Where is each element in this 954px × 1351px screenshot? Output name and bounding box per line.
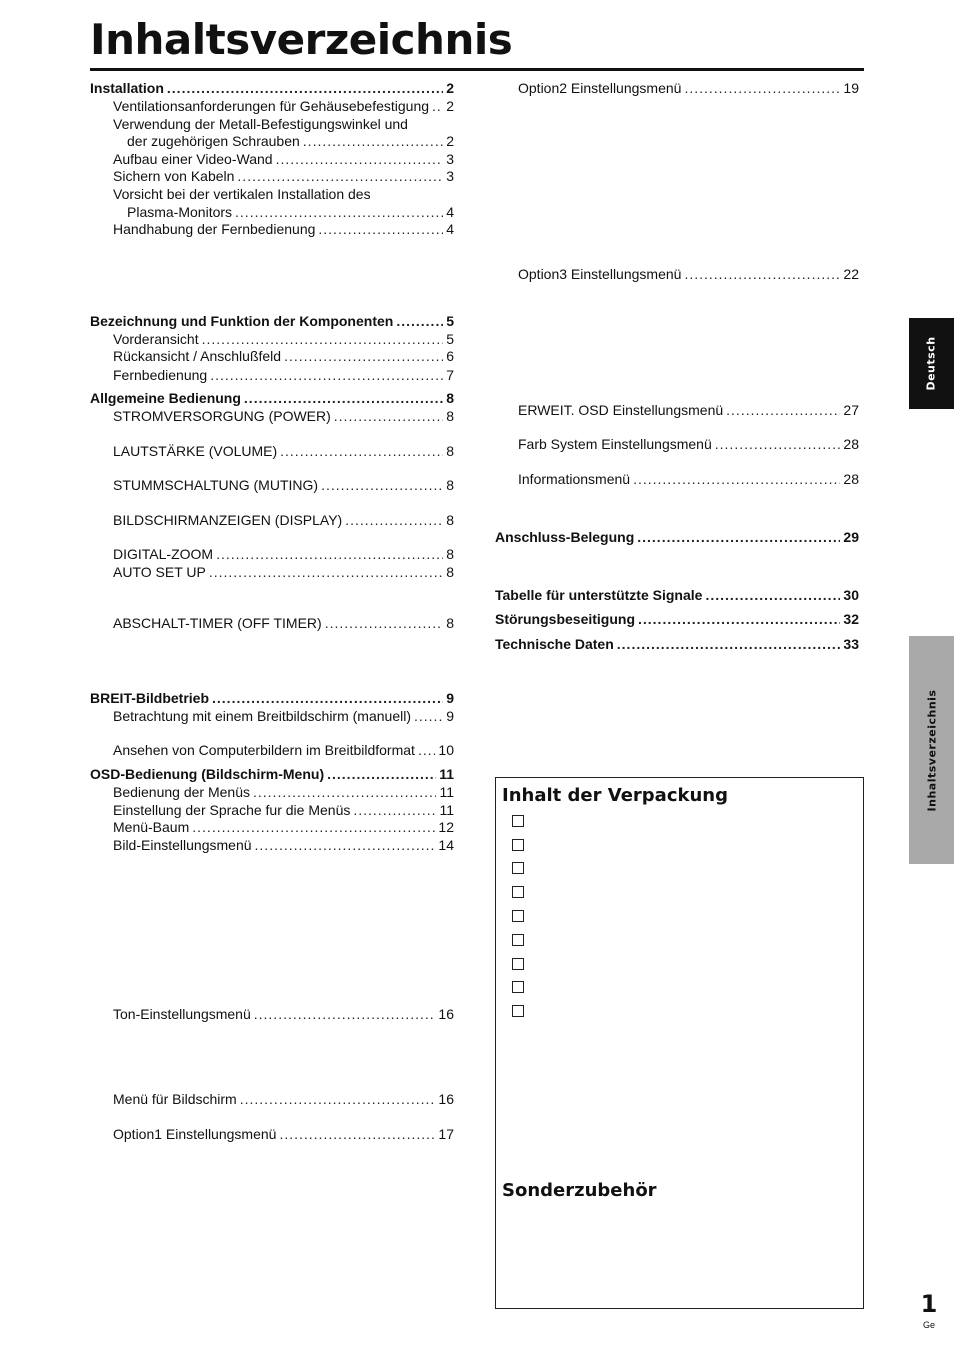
toc-page: 28 [843,436,859,452]
toc-label: Menü-Baum [113,819,190,835]
toc-entry-erweit[interactable] [518,401,859,419]
toc-label: Anschluss-Belegung [495,529,635,545]
page-title: Inhaltsverzeichnis [90,15,513,64]
toc-leader [253,783,436,801]
toc-leader [212,689,443,707]
package-contents-heading: Inhalt der Verpackung [502,785,728,806]
toc-entry-ventilation[interactable] [113,97,454,115]
toc-entry-option2[interactable] [518,79,859,97]
side-tab-language[interactable] [909,318,954,409]
toc-leader [726,401,840,419]
package-checkbox[interactable] [512,839,524,851]
toc-entry-breit-computer[interactable] [113,741,454,759]
toc-entry-muting[interactable] [113,476,454,494]
toc-leader [237,167,443,185]
toc-entry-power[interactable] [113,407,454,425]
toc-leader [202,330,444,348]
package-checkbox[interactable] [512,862,524,874]
toc-page: 16 [438,1006,454,1022]
toc-page: 16 [438,1091,454,1107]
side-tab-section[interactable] [909,636,954,864]
page-number: 1 [920,1290,938,1318]
toc-label: Tabelle für unterstützte Signale [495,587,703,603]
toc-entry-vorderansicht[interactable] [113,330,454,348]
toc-label: Technische Daten [495,636,614,652]
toc-label: DIGITAL-ZOOM [113,546,214,562]
toc-entry-bildschirm[interactable] [113,1090,454,1108]
toc-label: BREIT-Bildbetrieb [90,690,210,706]
toc-page: 17 [438,1126,454,1142]
toc-entry-ton[interactable] [113,1005,454,1023]
toc-leader [254,1005,436,1023]
toc-leader [167,79,443,97]
toc-label: ABSCHALT-TIMER (OFF TIMER) [113,615,322,631]
package-checkbox[interactable] [512,886,524,898]
toc-label: LAUTSTÄRKE (VOLUME) [113,443,278,459]
toc-leader [192,818,435,836]
toc-entry-anschluss[interactable] [495,528,859,546]
toc-leader [414,707,443,725]
toc-label: Handhabung der Fernbedienung [113,221,316,237]
toc-page: 22 [843,266,859,282]
toc-label: STROMVERSORGUNG (POWER) [113,408,331,424]
toc-page: 8 [446,546,454,562]
toc-leader [715,435,841,453]
toc-label: Aufbau einer Video-Wand [113,151,273,167]
toc-entry-autosetup[interactable] [113,563,454,581]
toc-entry-stoerung[interactable] [495,610,859,628]
toc-leader [396,312,443,330]
package-checkbox[interactable] [512,1005,524,1017]
toc-leader [216,545,443,563]
title-rule [90,68,864,71]
toc-leader [244,389,443,407]
toc-label: Bild-Einstellungsmenü [113,837,252,853]
package-contents-box [495,777,864,1309]
toc-label: Ton-Einstellungsmenü [113,1006,251,1022]
toc-page: 9 [446,690,454,706]
toc-entry-metall-line1[interactable]: Verwendung der Metall-Befestigungswinkel und [113,116,408,132]
toc-leader [617,635,841,653]
toc-leader [684,265,840,283]
toc-label: der zugehörigen Schrauben [127,133,300,149]
toc-entry-sprache[interactable] [113,801,454,819]
toc-page: 9 [446,708,454,724]
toc-entry-fernbedienung-handhabung[interactable] [113,220,454,238]
toc-entry-breit[interactable] [90,689,454,707]
package-checkbox[interactable] [512,958,524,970]
toc-leader [280,442,443,460]
toc-leader [279,1125,435,1143]
toc-page: 8 [446,615,454,631]
toc-leader [276,150,444,168]
toc-page: 8 [446,390,454,406]
toc-label: Option3 Einstellungsmenü [518,266,682,282]
package-checkbox[interactable] [512,981,524,993]
toc-label: Plasma-Monitors [127,204,233,220]
toc-label: BILDSCHIRMANZEIGEN (DISPLAY) [113,512,343,528]
toc-page: 3 [446,151,454,167]
toc-page: 4 [446,204,454,220]
toc-entry-info[interactable] [518,470,859,488]
toc-page: 2 [446,133,454,149]
toc-entry-breit-manuell[interactable] [113,707,454,725]
toc-page: 32 [843,611,859,627]
toc-label: Installation [90,80,164,96]
toc-label: Menü für Bildschirm [113,1091,237,1107]
package-checkbox[interactable] [512,815,524,827]
toc-entry-vertikal-line2[interactable] [127,203,454,221]
toc-page: 7 [446,367,454,383]
toc-label: Option1 Einstellungsmenü [113,1126,277,1142]
toc-entry-rueckansicht[interactable] [113,347,454,365]
toc-entry-installation[interactable] [90,79,454,97]
toc-leader [705,586,840,604]
toc-leader [684,79,840,97]
toc-page: 8 [446,408,454,424]
toc-page: 11 [439,784,454,800]
toc-leader [633,470,840,488]
package-checkbox[interactable] [512,910,524,922]
toc-entry-display[interactable] [113,511,454,529]
toc-page: 8 [446,564,454,580]
toc-label: Störungsbeseitigung [495,611,635,627]
toc-page: 14 [438,837,454,853]
toc-leader [210,366,443,384]
toc-entry-bedienung-menues[interactable] [113,783,454,801]
toc-page: 5 [446,331,454,347]
toc-label: Rückansicht / Anschlußfeld [113,348,282,364]
toc-entry-menubaum[interactable] [113,818,454,836]
toc-entry-osd[interactable] [90,765,454,783]
toc-page: 4 [446,221,454,237]
toc-label: Farb System Einstellungsmenü [518,436,712,452]
toc-page: 2 [446,98,454,114]
toc-leader [638,610,840,628]
toc-label: Sichern von Kabeln [113,168,235,184]
toc-leader [235,203,443,221]
toc-leader [325,614,443,632]
toc-leader [334,407,443,425]
toc-page: 29 [843,529,859,545]
toc-entry-technische[interactable] [495,635,859,653]
toc-page: 28 [843,471,859,487]
package-checkbox[interactable] [512,934,524,946]
toc-page: 3 [446,168,454,184]
toc-label: OSD-Bedienung (Bildschirm-Menu) [90,766,325,782]
toc-leader [284,347,443,365]
toc-entry-fernbedienung[interactable] [113,366,454,384]
toc-page: 33 [843,636,859,652]
toc-page: 6 [446,348,454,364]
toc-leader [321,476,443,494]
toc-label: Einstellung der Sprache fur die Menüs [113,802,351,818]
toc-page: 5 [446,313,454,329]
accessories-heading: Sonderzubehör [502,1180,657,1201]
toc-label: Betrachtung mit einem Breitbildschirm (manuell) [113,708,411,724]
page-language-code: Ge [922,1320,935,1330]
toc-label: AUTO SET UP [113,564,206,580]
toc-entry-allgemeine[interactable] [90,389,454,407]
toc-leader [418,741,435,759]
toc-entry-bild[interactable] [113,836,454,854]
toc-label: Bedienung der Menüs [113,784,250,800]
toc-entry-vertikal-line1[interactable]: Vorsicht bei der vertikalen Installation des [113,186,371,202]
toc-leader [303,132,443,150]
toc-page: 11 [439,766,454,782]
toc-entry-videowand[interactable] [113,150,454,168]
toc-page: 8 [446,443,454,459]
toc-entry-farb[interactable] [518,435,859,453]
toc-leader [209,563,443,581]
toc-leader [353,801,436,819]
toc-label: Bezeichnung und Funktion der Komponenten [90,313,394,329]
toc-leader [327,765,436,783]
toc-label: ERWEIT. OSD Einstellungsmenü [518,402,724,418]
toc-page: 10 [438,742,454,758]
toc-entry-tabelle[interactable] [495,586,859,604]
toc-label: Informationsmenü [518,471,631,487]
toc-label: Vorderansicht [113,331,199,347]
toc-leader [345,511,443,529]
toc-page: 27 [843,402,859,418]
toc-page: 19 [843,80,859,96]
toc-page: 2 [446,80,454,96]
side-tab-language-label: Deutsch [925,336,938,391]
toc-entry-option3[interactable] [518,265,859,283]
toc-leader [432,97,443,115]
toc-label: Ventilationsanforderungen für Gehäusebefestigung [113,98,430,114]
toc-entry-offtimer[interactable] [113,614,454,632]
toc-page: 30 [843,587,859,603]
toc-leader [637,528,840,546]
toc-leader [318,220,443,238]
toc-page: 8 [446,512,454,528]
toc-page: 12 [438,819,454,835]
toc-leader [240,1090,436,1108]
toc-label: Fernbedienung [113,367,208,383]
toc-page: 8 [446,477,454,493]
toc-entry-option1[interactable] [113,1125,454,1143]
toc-entry-zoom[interactable] [113,545,454,563]
toc-label: Ansehen von Computerbildern im Breitbildformat [113,742,415,758]
toc-entry-volume[interactable] [113,442,454,460]
toc-label: STUMMSCHALTUNG (MUTING) [113,477,319,493]
toc-label: Option2 Einstellungsmenü [518,80,682,96]
toc-page: 11 [439,802,454,818]
toc-entry-metall-line2[interactable] [127,132,454,150]
side-tab-section-label: Inhaltsverzeichnis [925,689,939,811]
toc-label: Allgemeine Bedienung [90,390,241,406]
toc-entry-kabel[interactable] [113,167,454,185]
toc-entry-bezeichnung[interactable] [90,312,454,330]
toc-leader [255,836,436,854]
